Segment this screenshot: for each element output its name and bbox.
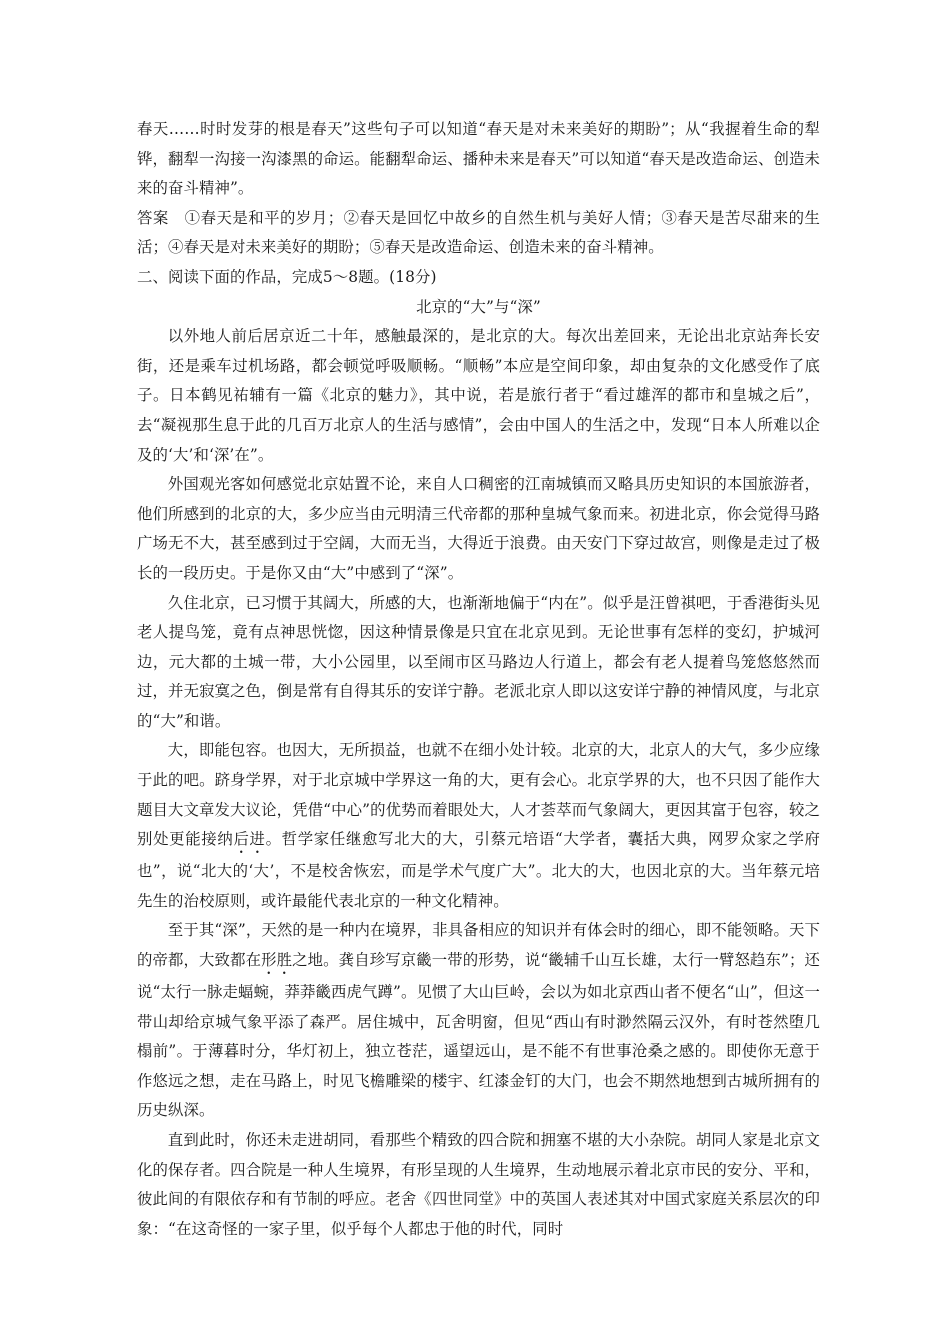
emphasized-word-houjin: 后进 [233, 830, 266, 849]
paragraph-5-text-b: 之地。龚自珍写京畿一带的形势，说“畿辅千山互长雄，太行一臂怒趋东”；还说“太行一脉走蝠蜿，莽莽畿西虎气蹲”。见惯了大山巨岭，会以为如北京西山者不便名“山”，但这一带山却给京城气象平添了森严。居住城中，瓦舍明窗，但见“西山有时渺然隔云汉外，有时苍然堕几榻前”。于薄暮时分，华灯初上，独立苍茫，遥望远山，是不能不有世事沧桑之感的。即使你无意于作悠远之想，走在马路上，时见飞檐雕梁的楼宇、红漆金钉的大门，也会不期然地想到古城所拥有的历史纵深。 [137, 951, 820, 1120]
article-paragraph-2: 外国观光客如何感觉北京姑置不论，来自人口稠密的江南城镇而又略具历史知识的本国旅游者，他们所感到的北京的大，多少应当由元明清三代帝都的那种皇城气象而来。初进北京，你会觉得马路广场无不大，甚至感到过于空阔，大而无当，大得近于浪费。由天安门下穿过故宫，则像是走过了极长的一段历史。于是你又由“大”中感到了“深”。 [137, 475, 820, 582]
article-title: 北京的“大”与“深” [416, 297, 541, 316]
article-paragraph-3: 久住北京，已习惯于其阔大，所感的大，也渐渐地偏于“内在”。似乎是汪曾祺吧，于香港街头见老人提鸟笼，竟有点神思恍惚，因这种情景像是只宜在北京见到。无论世事有怎样的变幻，护城河边，元大都的土城一带，大小公园里，以至闹市区马路边人行道上，都会有老人提着鸟笼悠悠然而过，并无寂寞之色，倒是常有自得其乐的安详宁静。老派北京人即以这安详宁静的神情风度，与北京的“大”和谐。 [137, 593, 820, 730]
section-heading: 二、阅读下面的作品，完成5～8题。(18分) [137, 267, 437, 286]
paragraph-4-text-a: 大，即能包容。也因大，无所损益，也就不在细小处计较。北京的大，北京人的大气，多少应缘于此的吧。跻身学界，对于北京城中学界这一角的大，更有会心。北京学界的大，也不只因了能作大题目大文章发大议论，凭借“中心”的优势而着眼处大，人才荟萃而气象阔大，更因其富于包容，较之别处更能接纳 [137, 741, 820, 849]
answer-paragraph: 答案 ①春天是和平的岁月；②春天是回忆中故乡的自然生机与美好人情；③春天是苦尽甜来的生活；④春天是对未来美好的期盼；⑤春天是改造命运、创造未来的奋斗精神。 [137, 208, 820, 257]
article-paragraph-1: 以外地人前后居京近二十年，感触最深的，是北京的大。每次出差回来，无论出北京站奔长安街，还是乘车过机场路，都会顿觉呼吸顺畅。“顺畅”本应是空间印象，却由复杂的文化感受作了底子。日本鹤见祐辅有一篇《北京的魅力》，其中说，若是旅行者于“看过雄浑的都市和皇城之后”，去“凝视那生息于此的几百万北京人的生活与感情”，会由中国人的生活之中，发现“日本人所难以企及的‘大’和‘深’在”。 [137, 327, 820, 464]
previous-answer-continuation: 春天……时时发芽的根是春天”这些句子可以知道“春天是对未来美好的期盼”；从“我握着生命的犁铧，翻犁一沟接一沟漆黑的命运。能翻犁命运、播种未来是春天”可以知道“春天是改造命运、创造未来的奋斗精神”。 [137, 120, 820, 198]
paragraph-4-text-b: 。哲学家任继愈写北大的大，引蔡元培语“大学者，囊括大典，网罗众家之学府也”，说“北大的‘大’，不是校舍恢宏，而是学术气度广大”。北大的大，也因北京的大。当年蔡元培先生的治校原则，或许最能代表北京的一种文化精神。 [137, 830, 821, 910]
emphasized-word-xingsheng: 形胜 [261, 951, 293, 970]
paragraph-5-text-a: 至于其“深”，天然的是一种内在境界，非具备相应的知识并有体会时的细心，即不能领略。天下的帝都，大致都在 [137, 921, 820, 970]
article-paragraph-6: 直到此时，你还未走进胡同，看那些个精致的四合院和拥塞不堪的大小杂院。胡同人家是北京文化的保存者。四合院是一种人生境界，有形呈现的人生境界，生动地展示着北京市民的安分、平和，彼此间的有限依存和有节制的呼应。老舍《四世同堂》中的英国人表述其对中国式家庭关系层次的印象：“在这奇怪的一家子里，似乎每个人都忠于他的时代，同时 [137, 1131, 820, 1238]
article-paragraph-5 [137, 916, 820, 1126]
document-page [137, 115, 820, 1244]
article-paragraph-4 [137, 736, 820, 916]
